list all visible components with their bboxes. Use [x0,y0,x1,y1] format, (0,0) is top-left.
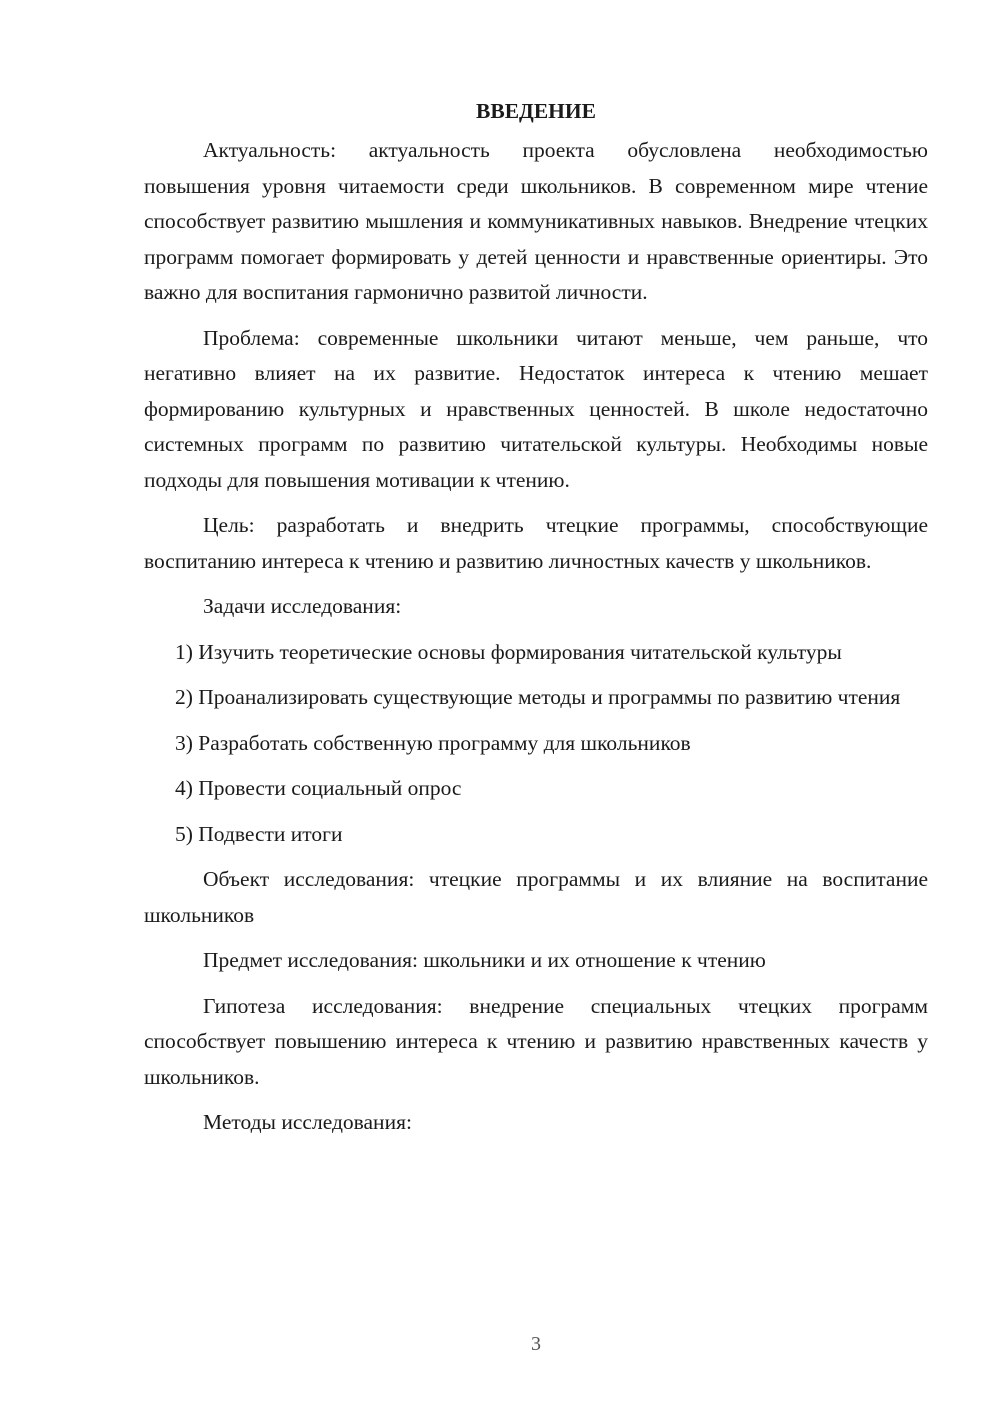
object-paragraph: Объект исследования: чтецкие программы и их влияние на воспитание школьников [144,867,928,927]
tasks-list [144,635,928,853]
hypothesis-paragraph: Гипотеза исследования: внедрение специальных чтецких программ способствует повышению интереса к чтению и развитию нравственных качеств у школьников. [144,993,928,1089]
relevance-paragraph: Актуальность: актуальность проекта обусловлена необходимостью повышения уровня читаемости среди школьников. В современном мире чтение способствует развитию мышления и коммуникативных навыков. Внедрение чтецких программ помогает формировать у детей ценности и нравственные ориентиры. Это важно для воспитания гармонично развитой личности. [144,138,928,304]
task-item-2: 2) Проанализировать существующие методы и программы по развитию чтения [175,685,901,709]
goal-paragraph: Цель: разработать и внедрить чтецкие программы, способствующие воспитанию интереса к чтению и развитию личностных качеств у школьников. [144,513,928,573]
task-item-1: 1) Изучить теоретические основы формирования читательской культуры [175,639,842,664]
methods-intro: Методы исследования: [203,1110,412,1134]
task-item-4: 4) Провести социальный опрос [175,776,462,800]
task-item-5: 5) Подвести итоги [175,821,343,846]
task-item-3: 3) Разработать собственную программу для школьников [175,730,691,755]
tasks-intro: Задачи исследования: [203,594,402,618]
problem-paragraph: Проблема: современные школьники читают меньше, чем раньше, что негативно влияет на их развитие. Недостаток интереса к чтению мешает формированию культурных и нравственных ценностей. В школе недостаточно системных программ по развитию читательской культуры. Необходимы новые подходы для повышения мотивации к чтению. [144,325,928,492]
subject-paragraph: Предмет исследования: школьники и их отношение к чтению [203,948,766,972]
document-page [144,96,928,1151]
section-heading: ВВЕДЕНИЕ [476,99,596,123]
page-number: 3 [531,1333,541,1355]
